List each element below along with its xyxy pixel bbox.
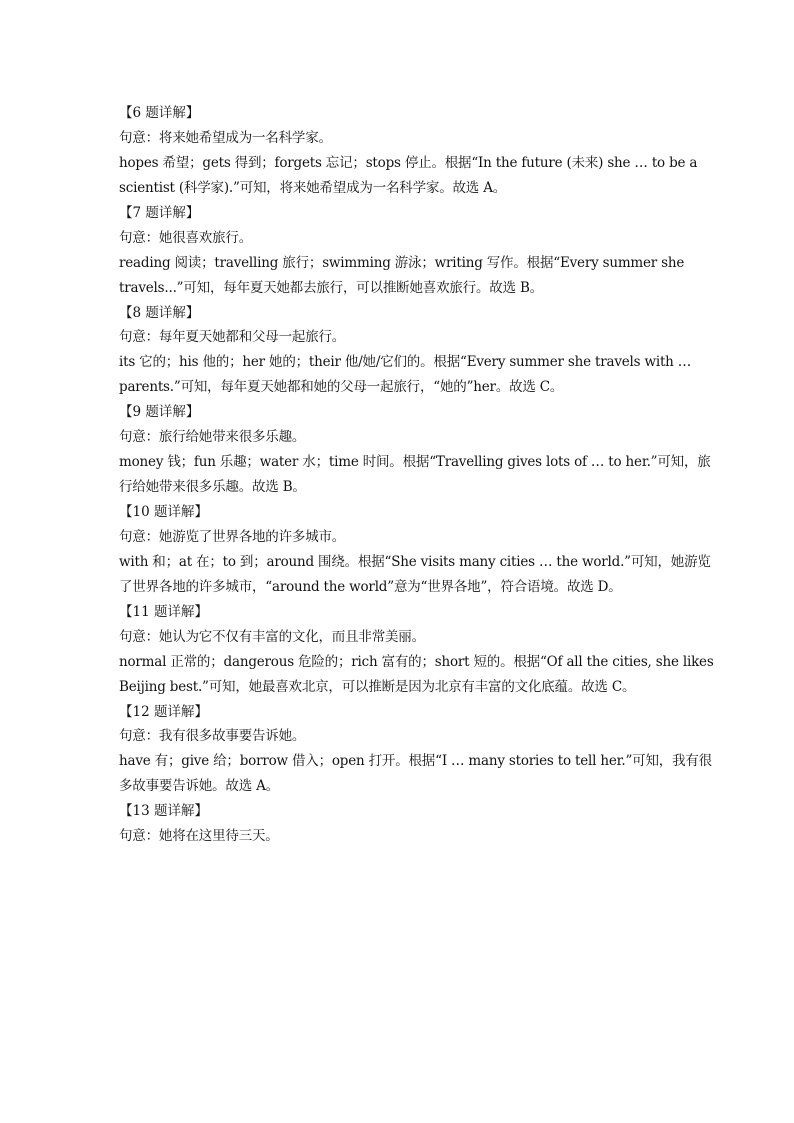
- heading-q11: 【11 题详解】: [119, 603, 208, 620]
- sentence-meaning-q7: 句意：她很喜欢旅行。: [119, 229, 252, 246]
- explanation-q6-line2: scientist (科学家).”可知，将来她希望成为一名科学家。故选 A。: [119, 179, 507, 196]
- explanation-q8-line2: parents.”可知，每年夏天她都和她的父母一起旅行，“她的”her。故选 C。: [119, 379, 564, 396]
- heading-q6: 【6 题详解】: [119, 105, 200, 121]
- explanation-q9-line2: 行给她带来很多乐趣。故选 B。: [119, 479, 306, 496]
- heading-q7: 【7 题详解】: [119, 204, 200, 221]
- explanation-q9-line1: money 钱；fun 乐趣；water 水；time 时间。根据“Travelling gives lots of … to her.”可知，旅: [119, 454, 711, 471]
- explanation-q12-line2: 多故事要告诉她。故选 A。: [119, 778, 279, 795]
- heading-q13: 【13 题详解】: [119, 803, 208, 820]
- explanation-q8-line1: its 它的；his 他的；her 她的；their 他/她/它们的。根据“Every summer she travels with …: [119, 354, 692, 371]
- explanation-q10-line2: 了世界各地的许多城市，“around the world”意为“世界各地”，符合语境。故选 D。: [119, 578, 622, 595]
- sentence-meaning-q10: 句意：她游览了世界各地的许多城市。: [119, 528, 346, 545]
- explanation-q11-line1: normal 正常的；dangerous 危险的；rich 富有的；short 短的。根据“Of all the cities, she likes: [119, 653, 714, 670]
- explanation-q7-line2: travels...”可知，每年夏天她都去旅行，可以推断她喜欢旅行。故选 B。: [119, 279, 543, 296]
- explanation-q7-line1: reading 阅读；travelling 旅行；swimming 游泳；writing 写作。根据“Every summer she: [119, 254, 685, 271]
- sentence-meaning-q8: 句意：每年夏天她都和父母一起旅行。: [119, 329, 346, 346]
- explanation-q11-line2: Beijing best.”可知，她最喜欢北京，可以推断是因为北京有丰富的文化底蕴。故选 C。: [119, 678, 636, 695]
- explanation-q12-line1: have 有；give 给；borrow 借入；open 打开。根据“I … many stories to tell her.”可知，我有很: [119, 753, 712, 770]
- explanation-q6-line1: hopes 希望；gets 得到；forgets 忘记；stops 停止。根据“In the future (未来) she … to be a: [119, 154, 698, 171]
- explanation-q10-line1: with 和；at 在；to 到；around 围绕。根据“She visits many cities … the world.”可知，她游览: [119, 553, 711, 570]
- sentence-meaning-q9: 句意：旅行给她带来很多乐趣。: [119, 429, 306, 446]
- sentence-meaning-q13: 句意：她将在这里待三天。: [119, 828, 279, 845]
- heading-q10: 【10 题详解】: [119, 504, 208, 520]
- heading-q9: 【9 题详解】: [119, 404, 200, 421]
- sentence-meaning-q11: 句意：她认为它不仅有丰富的文化，而且非常美丽。: [119, 628, 425, 645]
- heading-q12: 【12 题详解】: [119, 703, 208, 720]
- sentence-meaning-q12: 句意：我有很多故事要告诉她。: [119, 728, 306, 745]
- heading-q8: 【8 题详解】: [119, 304, 200, 321]
- document-body: [119, 101, 714, 849]
- sentence-meaning-q6: 句意：将来她希望成为一名科学家。: [119, 129, 332, 146]
